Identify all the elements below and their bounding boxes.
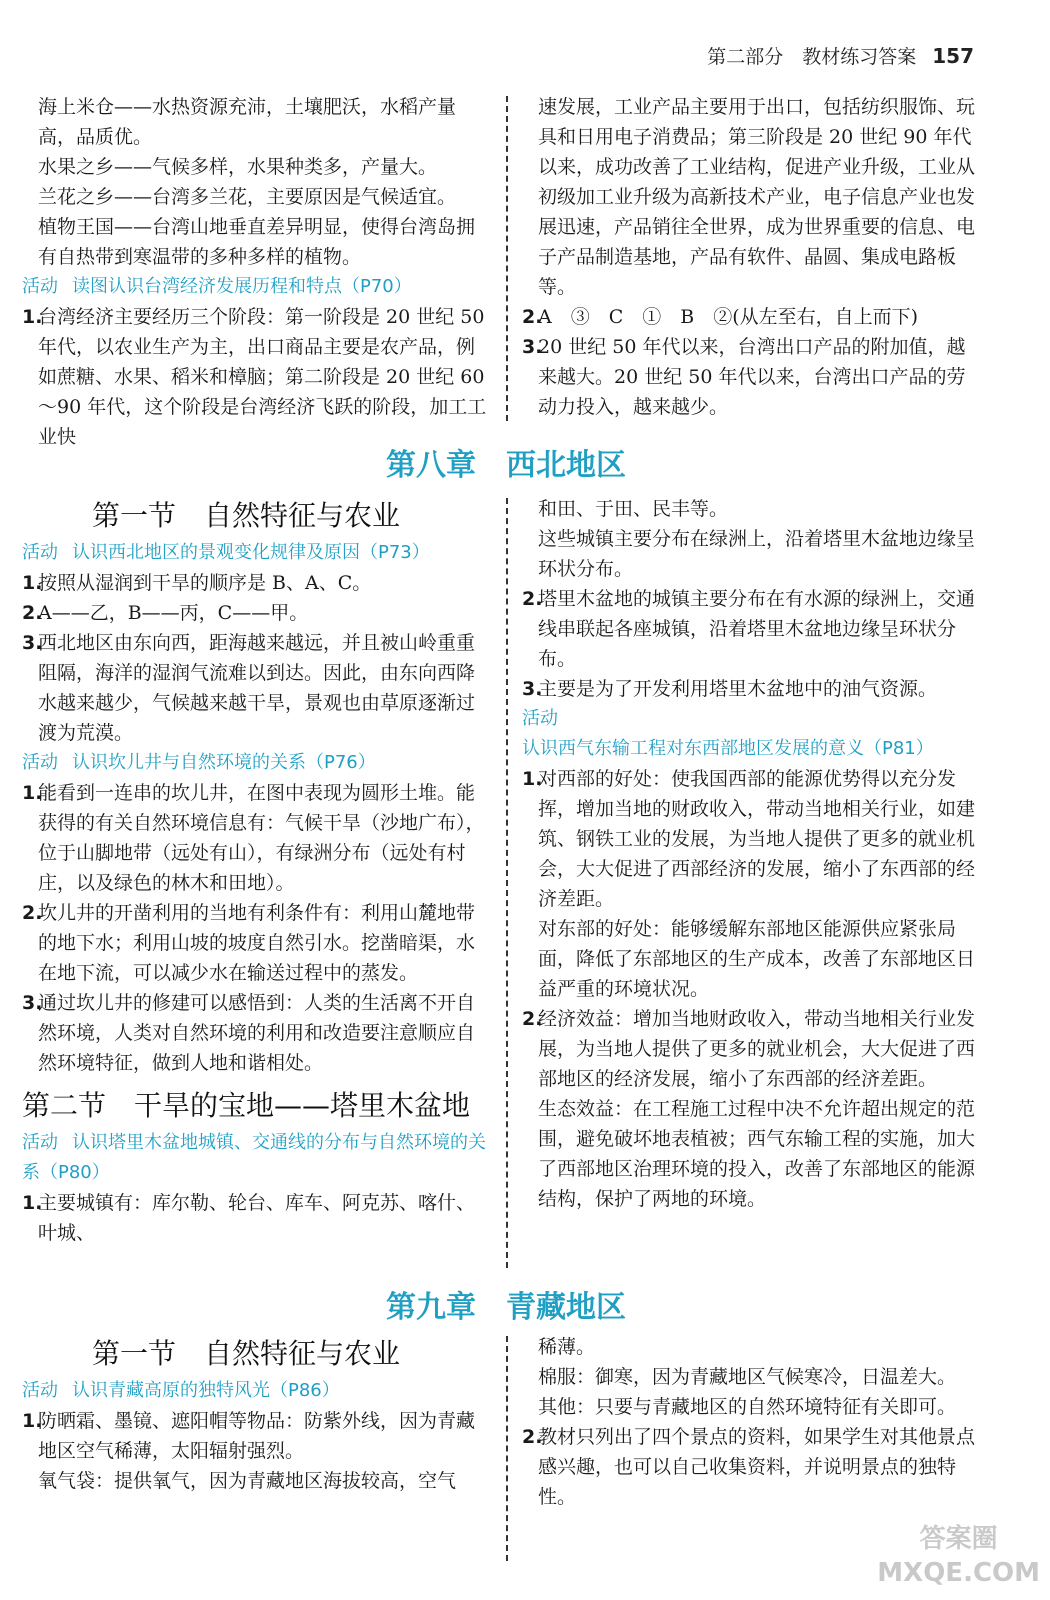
answer-item: 2. 塔里木盆地的城镇主要分布在有水源的绿洲上，交通线串联起各座城镇，沿着塔里木盆地边缘呈环状分布。 [522, 588, 976, 670]
para: 海上米仓——水热资源充沛，土壤肥沃，水稻产量高，品质优。 [38, 96, 457, 148]
answer-item: 2. 坎儿井的开凿利用的当地有利条件有：利用山麓地带的地下水；利用山坡的坡度自然引水。挖凿暗渠，水在地下流，可以减少水在输送过程中的蒸发。 [22, 902, 476, 984]
answer-item: 1. 防晒霜、墨镜、遮阳帽等物品：防紫外线，因为青藏地区空气稀薄，太阳辐射强烈。 [22, 1410, 476, 1462]
answer-item: 2. A——乙，B——丙，C——甲。 [22, 602, 309, 624]
answer-item: 1. 主要城镇有：库尔勒、轮台、库车、阿克苏、喀什、叶城、 [22, 1192, 476, 1244]
para: 植物王国——台湾山地垂直差异明显，使得台湾岛拥有自热带到寒温带的多种多样的植物。 [38, 216, 476, 268]
top-right-column [522, 92, 982, 422]
activity-heading: 活动 认识西北地区的景观变化规律及原因（P73） [22, 542, 430, 563]
para: 棉服：御寒，因为青藏地区气候寒冷，日温差大。 [538, 1366, 957, 1388]
para: 这些城镇主要分布在绿洲上，沿着塔里木盆地边缘呈环状分布。 [538, 528, 976, 580]
para: 兰花之乡——台湾多兰花，主要原因是气候适宜。 [38, 186, 457, 208]
page-number: 157 [932, 44, 974, 68]
activity-heading: 活动 认识坎儿井与自然环境的关系（P76） [22, 752, 376, 773]
answer-item: 3. 西北地区由东向西，距海越来越远，并且被山岭重重阻隔，海洋的湿润气流难以到达。因此，由东向西降水越来越少，气候越来越干旱，景观也由草原逐渐过渡为荒漠。 [22, 632, 476, 744]
watermark: 答案圈 MXQE.COM [877, 1524, 1040, 1588]
section-title: 第一节 自然特征与农业 [92, 1337, 401, 1370]
answer-item: 3. 主要是为了开发利用塔里木盆地中的油气资源。 [522, 678, 938, 700]
para: 对东部的好处：能够缓解东部地区能源供应紧张局面，降低了东部地区的生产成本，改善了东部地区日益严重的环境状况。 [538, 918, 976, 1000]
answer-item: 2. 教材只列出了四个景点的资料，如果学生对其他景点感兴趣，也可以自己收集资料，并说明景点的独特性。 [522, 1426, 976, 1508]
section-title: 第二节 干旱的宝地——塔里木盆地 [22, 1089, 471, 1122]
para: 氧气袋：提供氧气，因为青藏地区海拔较高，空气 [38, 1470, 457, 1492]
answer-item: 2. 经济效益：增加当地财政收入，带动当地相关行业发展，为当地人提供了更多的就业机会，大大促进了西部地区的经济发展，缩小了东西部的经济差距。 [522, 1008, 976, 1090]
column-divider [506, 498, 508, 1268]
answer-item: 2. A ③ C ① B ②(从左至右，自上而下) [522, 306, 919, 328]
ch8-right-column [522, 494, 982, 1214]
column-divider [506, 96, 508, 421]
para: 水果之乡——气候多样，水果种类多，产量大。 [38, 156, 438, 178]
chapter-title: 第九章 青藏地区 [386, 1290, 626, 1325]
top-left-column [22, 92, 488, 452]
answer-item: 3. 20 世纪 50 年代以来，台湾出口产品的附加值，越来越大。20 世纪 50 年代以来，台湾出口产品的劳动力投入，越来越少。 [522, 336, 966, 418]
page-header [707, 42, 974, 69]
activity-heading: 活动认识西气东输工程对东西部地区发展的意义（P81） [522, 708, 934, 759]
column-divider [506, 1336, 508, 1561]
answer-item: 1. 对西部的好处：使我国西部的能源优势得以充分发挥，增加当地的财政收入，带动当地相关行业，如建筑、钢铁工业的发展，为当地人提供了更多的就业机会，大大促进了西部经济的发展，缩小了东西部的经济差距。 [522, 768, 976, 910]
chapter-9 [22, 1282, 990, 1582]
ch9-right-column [522, 1332, 982, 1512]
answer-item: 1. 能看到一连串的坎儿井，在图中表现为圆形土堆。能获得的有关自然环境信息有：气候干旱（沙地广布），位于山脚地带（远处有山），有绿洲分布（远处有村庄，以及绿色的林木和田地）。 [22, 782, 485, 894]
answer-item: 3. 通过坎儿井的修建可以感悟到：人类的生活离不开自然环境，人类对自然环境的利用和改造要注意顺应自然环境特征，做到人地和谐相处。 [22, 992, 476, 1074]
para: 和田、于田、民丰等。 [538, 498, 729, 520]
activity-heading: 活动 认识青藏高原的独特风光（P86） [22, 1380, 340, 1401]
header-part: 第二部分 教材练习答案 [707, 46, 917, 68]
ch8-left-column [22, 494, 488, 1248]
para: 速发展，工业产品主要用于出口，包括纺织服饰、玩具和日用电子消费品；第三阶段是 20 世纪 90 年代以来，成功改善了工业结构，促进产业升级，工业从初级加工业升级为高新技术产业，电子信息产业也发展迅速，产品销往全世界，成为世界重要的信息、电子产品制造基地，产品有软件、晶圆、集成电路板等。 [538, 96, 976, 298]
para: 生态效益：在工程施工过程中决不允许超出规定的范围，避免破坏地表植被；西气东输工程的实施，加大了西部地区治理环境的投入，改善了东部地区的能源结构，保护了两地的环境。 [538, 1098, 976, 1210]
chapter-title: 第八章 西北地区 [386, 448, 626, 483]
para: 其他：只要与青藏地区的自然环境特征有关即可。 [538, 1396, 957, 1418]
section-title: 第一节 自然特征与农业 [92, 499, 401, 532]
answer-item: 1. 按照从湿润到干旱的顺序是 B、A、C。 [22, 572, 372, 594]
activity-heading: 活动 认识塔里木盆地城镇、交通线的分布与自然环境的关系（P80） [22, 1132, 486, 1183]
para: 稀薄。 [538, 1336, 596, 1358]
answer-item: 1. 台湾经济主要经历三个阶段：第一阶段是 20 世纪 50 年代，以农业生产为主，出口商品主要是农产品，例如蔗糖、水果、稻米和樟脑；第二阶段是 20 世纪 60～90 年代，这个阶段是台湾经济飞跃的阶段，加工工业快 [22, 306, 487, 448]
top-section [22, 92, 990, 448]
chapter-8 [22, 440, 990, 1270]
ch9-left-column [22, 1332, 488, 1496]
activity-heading: 活动 读图认识台湾经济发展历程和特点（P70） [22, 276, 412, 297]
